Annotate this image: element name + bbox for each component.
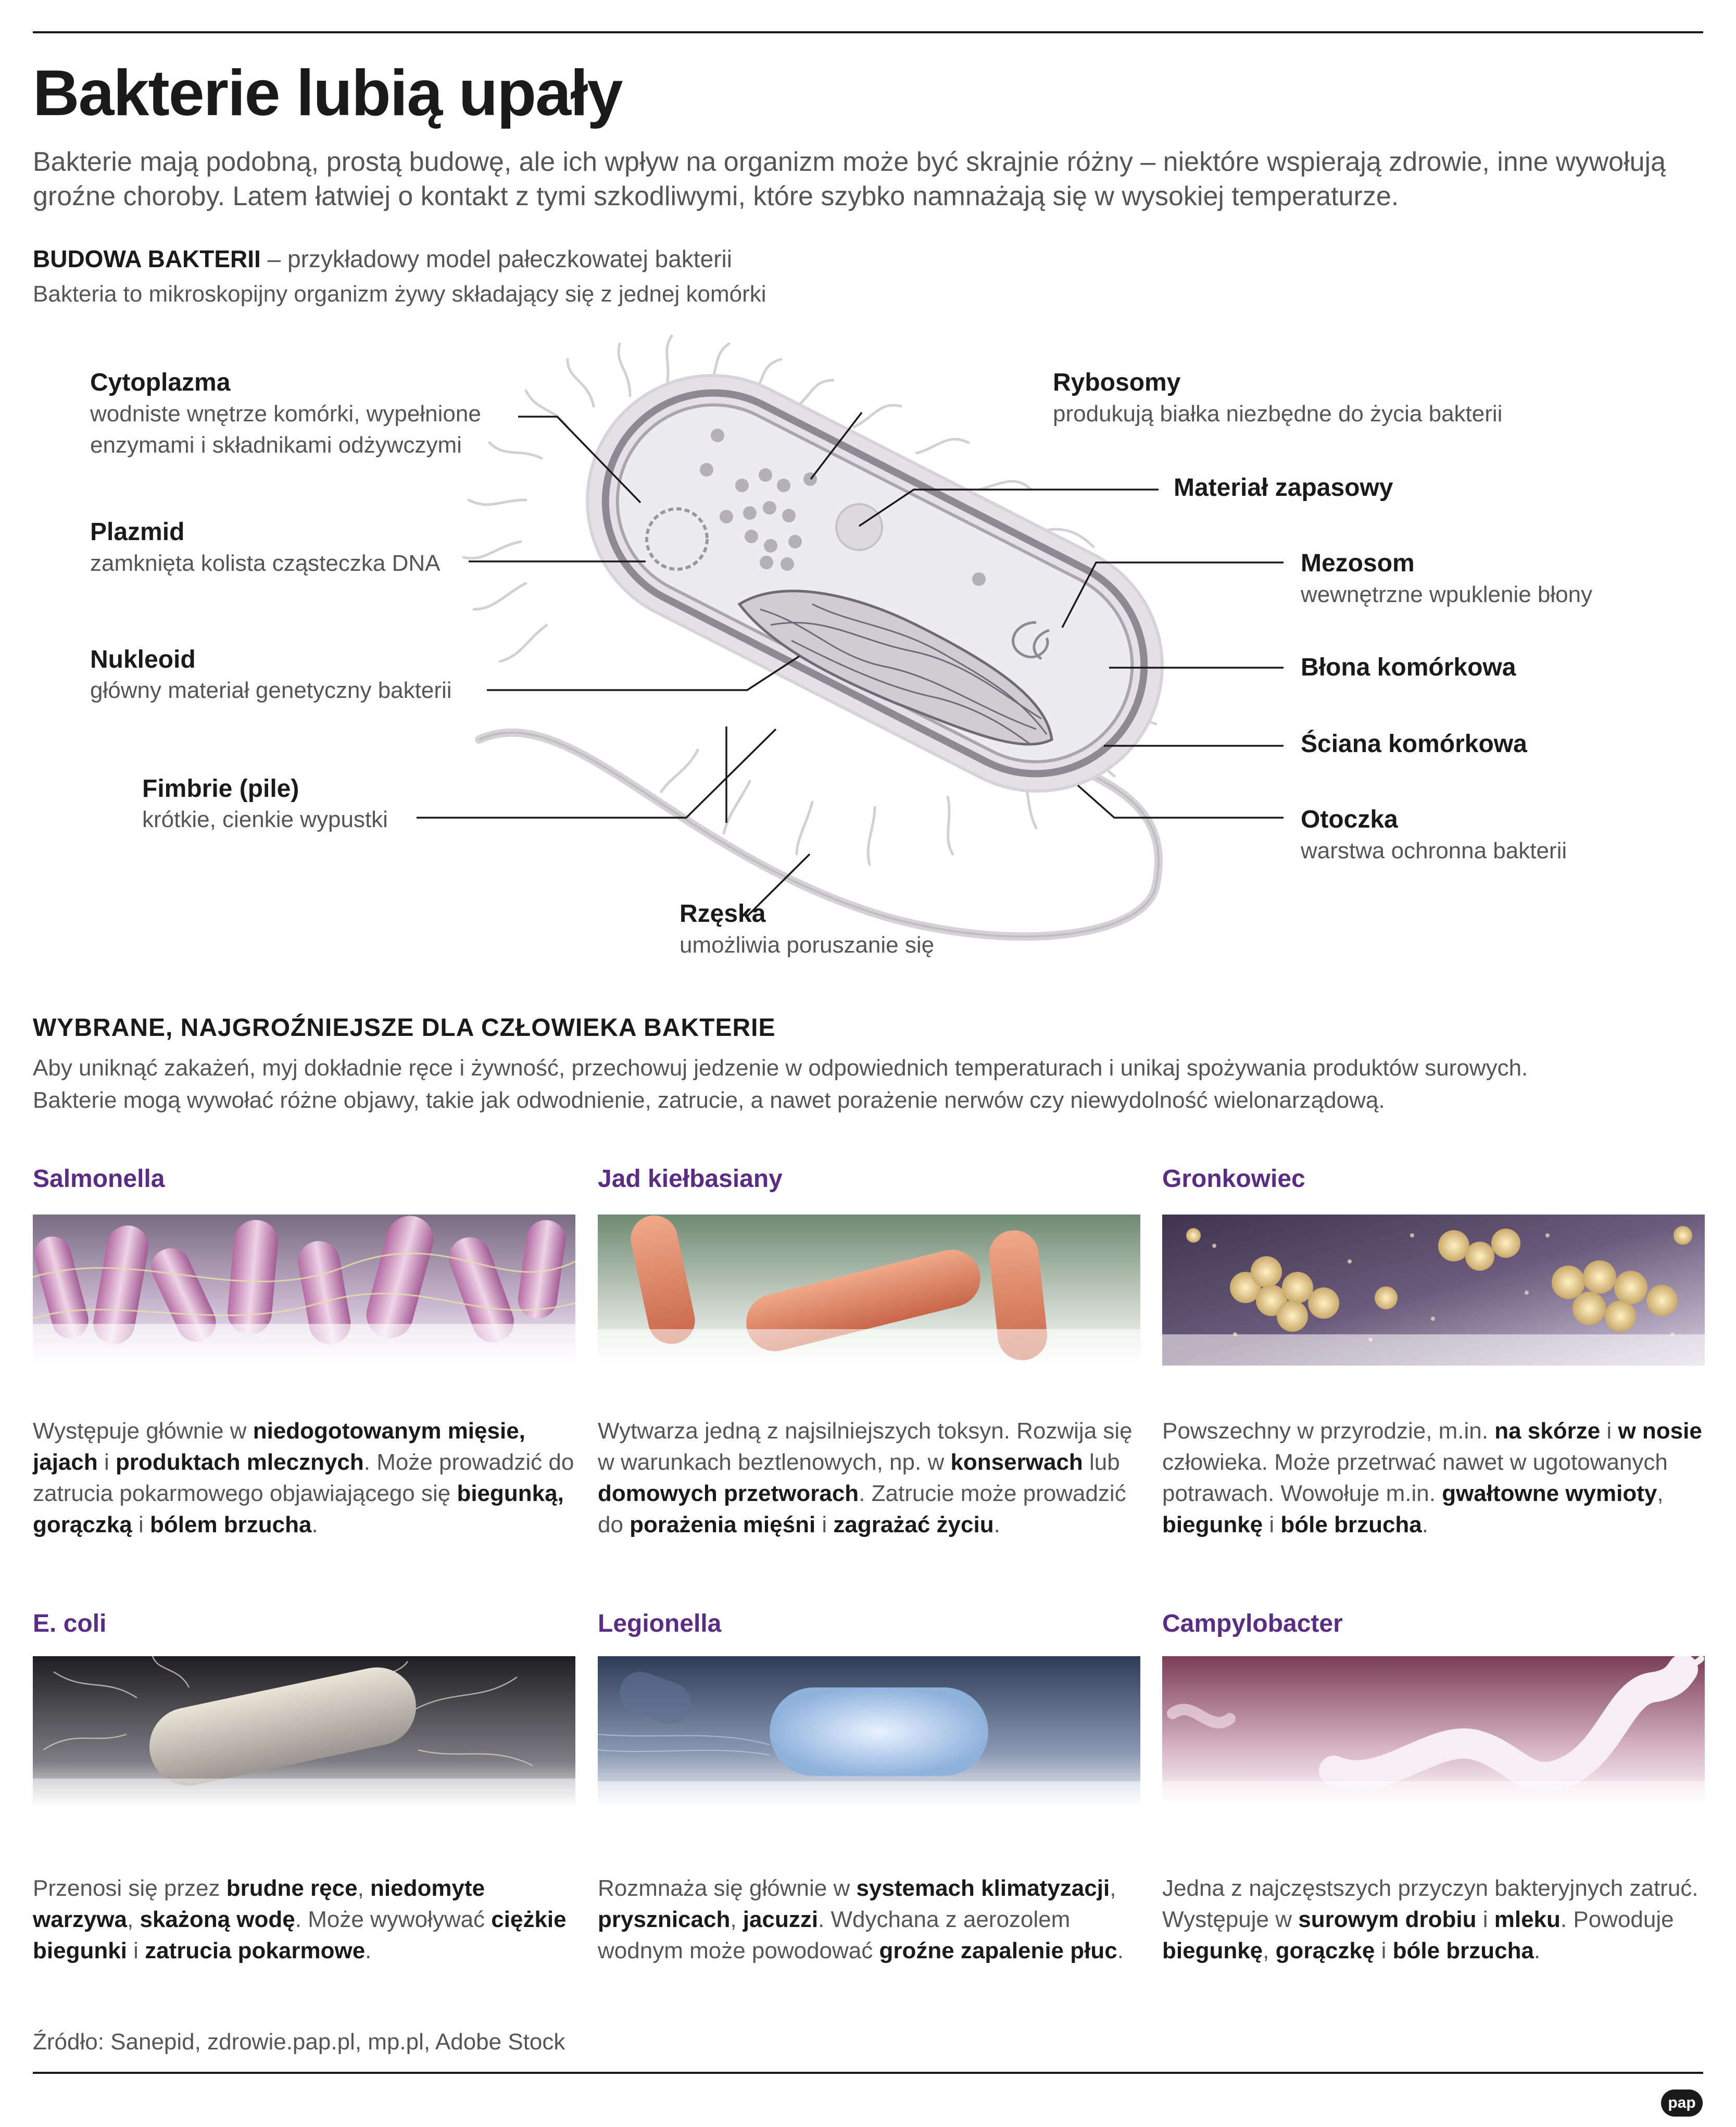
card-text-part: mleku [1494, 1907, 1561, 1932]
membrane-shape [584, 372, 1165, 795]
card-text-part: biegunkę [1162, 1938, 1263, 1963]
desc-rzeska: umożliwia poruszanie się [680, 932, 935, 958]
card-text-part: i [132, 1512, 150, 1537]
card-text-part: Rozmnaża się głównie w [598, 1875, 857, 1901]
card-text-part: na skórze [1494, 1418, 1601, 1444]
card-text-ecoli [33, 1873, 575, 1967]
bacteria-intro [33, 1052, 1703, 1117]
card-text-part: . [1533, 1938, 1541, 1963]
card-text-part: brudne ręce [226, 1875, 358, 1901]
card-text-part: . [1421, 1512, 1428, 1537]
top-rule [33, 31, 1703, 33]
bottom-rule [33, 2072, 1703, 2074]
card-text-part: . [311, 1512, 318, 1537]
card-text-part: Jedna z najczęstszych przyczyn bakteryjnych zatruć. Występuje w [1162, 1875, 1699, 1932]
card-title-jad: Jad kiełbasiany [598, 1165, 783, 1193]
card-text-part: i [1476, 1907, 1494, 1932]
card-text-part: . [365, 1938, 372, 1963]
card-title-legionella: Legionella [598, 1610, 722, 1637]
card-title-salmonella: Salmonella [33, 1165, 165, 1193]
label-otoczka: Otoczka [1301, 806, 1398, 833]
card-text-part: ciężkie biegunki [33, 1907, 567, 1963]
card-text-part: , [730, 1907, 743, 1932]
desc-mezosom: wewnętrzne wpuklenie błony [1301, 582, 1593, 607]
card-text-part: , [357, 1875, 371, 1901]
desc-cytoplazma-1: wodniste wnętrze komórki, wypełnione [90, 401, 481, 427]
card-text-legionella [598, 1873, 1140, 1967]
card-text-part: . [993, 1512, 1000, 1537]
card-text-part: w nosie [1618, 1418, 1702, 1444]
card-text-part: , [127, 1907, 140, 1932]
card-text-part: konserwach [950, 1449, 1083, 1475]
card-text-part: i [97, 1449, 116, 1475]
card-text-part: i [815, 1512, 834, 1537]
card-text-part: prysznicach [598, 1907, 731, 1932]
card-text-part: systemach klimatyzacji [856, 1875, 1110, 1901]
card-text-part: bóle brzucha [1280, 1512, 1422, 1537]
desc-fimbrie: krótkie, cienkie wypustki [142, 807, 388, 832]
image-ecoli [33, 1656, 575, 1807]
card-text-part: gwałtowne wymioty [1442, 1481, 1657, 1506]
card-text-part: bólem brzucha [150, 1512, 312, 1537]
label-rzeska: Rzęska [680, 900, 766, 928]
image-legionella [598, 1656, 1140, 1807]
label-cytoplazma: Cytoplazma [90, 369, 231, 396]
desc-nukleoid: główny materiał genetyczny bakterii [90, 678, 452, 703]
card-title-campylobacter: Campylobacter [1162, 1610, 1343, 1637]
desc-rybosomy: produkują białka niezbędne do życia bakterii [1053, 401, 1503, 427]
card-text-part: . Może prowadzić do zatrucia pokarmowego objawiającego się [33, 1449, 574, 1506]
desc-otoczka: warstwa ochronna bakterii [1301, 838, 1567, 864]
bacteria-heading: WYBRANE, NAJGROŹNIEJSZE DLA CZŁOWIEKA BAKTERIE [33, 1014, 776, 1042]
bacteria-intro-1: Aby uniknąć zakażeń, myj dokładnie ręce i żywność, przechowuj jedzenie w odpowiednich temperaturach i unikaj spożywania produktów surowych. [33, 1055, 1528, 1081]
card-text-part: biegunką, gorączką [33, 1481, 564, 1537]
card-text-part: . Wdychana z aerozolem wodnym może powodować [598, 1907, 1071, 1963]
card-text-part: , [1263, 1938, 1276, 1963]
card-text-part: groźne zapalenie płuc [879, 1938, 1117, 1963]
structure-heading-rest: – przykładowy model pałeczkowatej bakterii [260, 245, 732, 272]
card-text-part: . Zatrucie może prowadzić do [598, 1481, 1126, 1537]
card-text-part: zagrażać życiu [833, 1512, 994, 1537]
desc-plazmid: zamknięta kolista cząsteczka DNA [90, 550, 441, 576]
card-text-part: człowieka. Może przetrwać nawet w ugotowanych potrawach. Wowołuje m.in. [1162, 1449, 1668, 1506]
source-note: Źródło: Sanepid, zdrowie.pap.pl, mp.pl, Adobe Stock [33, 2029, 565, 2055]
card-text-part: biegunkę [1162, 1512, 1263, 1537]
card-text-part: niedomyte warzywa [33, 1875, 485, 1932]
image-gronkowiec [1162, 1215, 1705, 1366]
card-text-part: Przenosi się przez [33, 1875, 227, 1901]
card-text-part: niedogotowanym mięsie, jajach [33, 1418, 525, 1475]
card-text-gronkowiec [1162, 1416, 1705, 1541]
label-rybosomy: Rybosomy [1053, 369, 1181, 396]
card-text-part: lub [1083, 1449, 1120, 1475]
card-text-part: . Może wywoływać [295, 1907, 492, 1932]
structure-heading-bold: BUDOWA BAKTERII [33, 245, 261, 272]
label-mezosom: Mezosom [1301, 549, 1415, 577]
structure-heading [33, 245, 732, 273]
card-text-part: domowych przetworach [598, 1481, 859, 1506]
image-jad [598, 1215, 1140, 1366]
card-text-part: i [127, 1938, 145, 1963]
pap-logo: pap [1661, 2090, 1703, 2117]
storage-granule [836, 504, 882, 550]
card-text-part: . [1117, 1938, 1124, 1963]
card-text-part: jacuzzi [743, 1907, 819, 1932]
label-fimbrie: Fimbrie (pile) [142, 775, 299, 803]
card-text-part: , [1110, 1875, 1116, 1901]
lead-text: Bakterie mają podobną, prostą budowę, ale ich wpływ na organizm może być skrajnie różny – niektóre wspierają zdrowie, inne wywołują groźne choroby. Latem łatwiej o kontakt z tymi szkodliwymi, które szybko namnażają się w wysokiej temperaturze. [33, 147, 1666, 211]
label-material: Materiał zapasowy [1174, 474, 1393, 502]
card-text-part: surowym drobiu [1298, 1907, 1477, 1932]
card-text-salmonella [33, 1416, 575, 1541]
label-plazmid: Plazmid [90, 518, 185, 546]
card-text-part: . Powoduje [1560, 1907, 1674, 1932]
card-text-part: gorączkę [1275, 1938, 1375, 1963]
card-text-part: Występuje głównie w [33, 1418, 253, 1444]
card-text-jad [598, 1416, 1140, 1541]
card-text-part: i [1600, 1418, 1618, 1444]
card-text-part: produktach mlecznych [115, 1449, 364, 1475]
image-campylobacter [1162, 1656, 1705, 1807]
card-title-ecoli: E. coli [33, 1610, 107, 1637]
label-sciana: Ściana komórkowa [1301, 730, 1527, 758]
label-blona: Błona komórkowa [1301, 654, 1516, 681]
structure-subtitle: Bakteria to mikroskopijny organizm żywy składający się z jednej komórki [33, 281, 766, 307]
label-nukleoid: Nukleoid [90, 646, 196, 673]
page-title: Bakterie lubią upały [33, 57, 622, 129]
card-text-part: bóle brzucha [1392, 1938, 1534, 1963]
card-text-part: skażoną wodę [140, 1907, 295, 1932]
card-text-campylobacter [1162, 1873, 1705, 1967]
card-text-part: Wytwarza jedną z najsilniejszych toksyn. Rozwija się w warunkach beztlenowych, np. w [598, 1418, 1133, 1475]
card-title-gronkowiec: Gronkowiec [1162, 1165, 1305, 1193]
card-text-part: i [1263, 1512, 1281, 1537]
card-text-part: , [1657, 1481, 1664, 1506]
card-text-part: zatrucia pokarmowe [145, 1938, 366, 1963]
bacteria-intro-2: Bakterie mogą wywołać różne objawy, takie jak odwodnienie, zatrucie, a nawet porażenie nerwów czy niewydolność wielonarządową. [33, 1087, 1385, 1113]
card-text-part: i [1375, 1938, 1393, 1963]
card-text-part: porażenia mięśni [630, 1512, 816, 1537]
card-text-part: Powszechny w przyrodzie, m.in. [1162, 1418, 1495, 1444]
image-salmonella [33, 1215, 575, 1366]
desc-cytoplazma-2: enzymami i składnikami odżywczymi [90, 432, 462, 458]
